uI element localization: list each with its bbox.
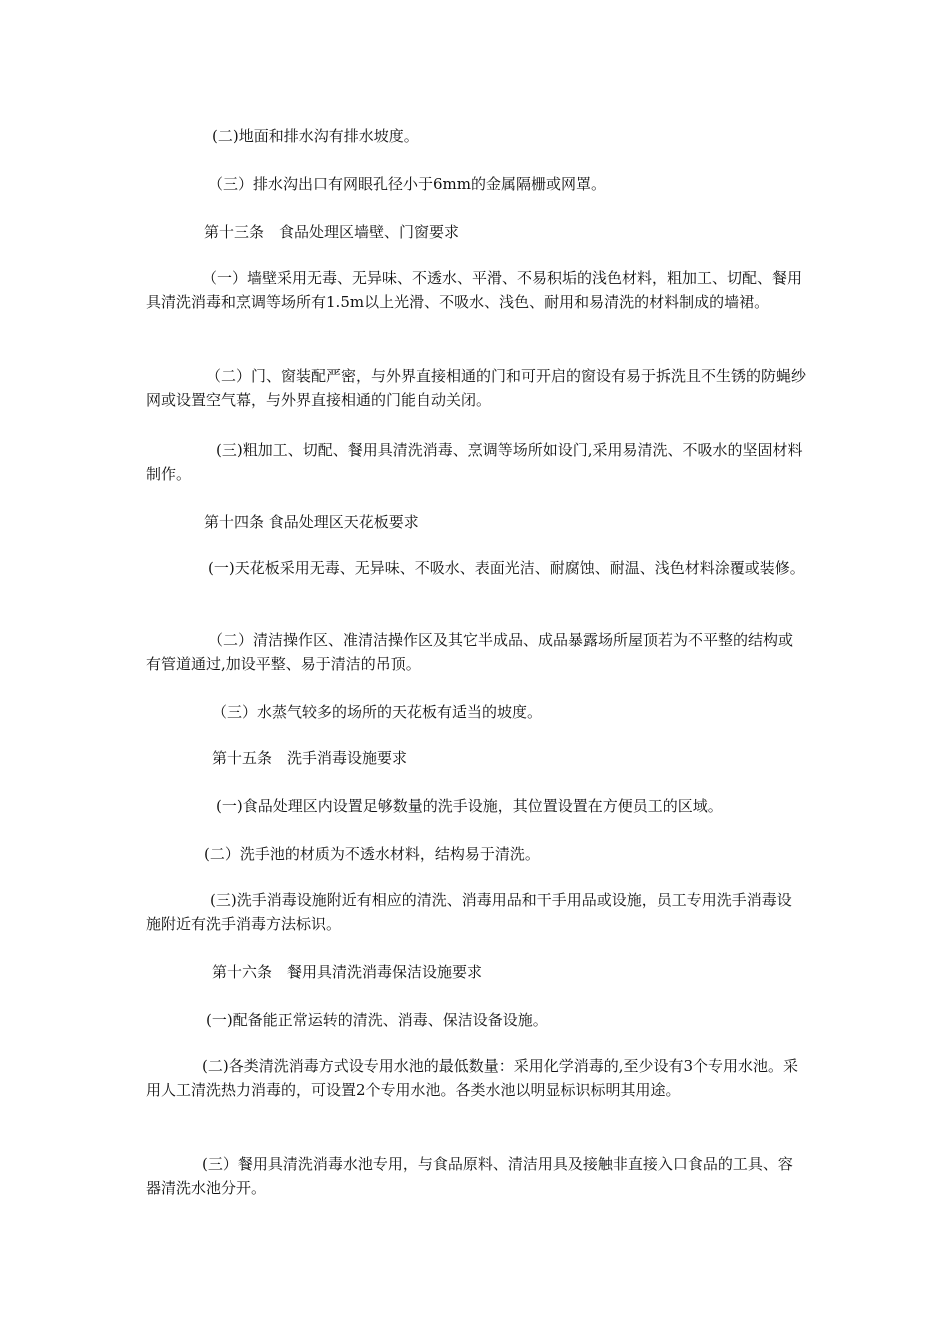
paragraph-wall-materials: （一）墙壁采用无毒、无异味、不透水、平滑、不易积垢的浅色材料，粗加工、切配、餐用具清洗消毒和烹调等场所有1.5m以上光滑、不吸水、浅色、耐用和易清洗的材料制成的墙裙。	[146, 269, 803, 311]
paragraph-sink-material: (二）洗手池的材质为不透水材料，结构易于清洗。	[204, 845, 540, 863]
paragraph-sink-separation: (三）餐用具清洗消毒水池专用，与食品原料、清洁用具及接触非直接入口食品的工具、容器清洗水池分开。	[146, 1155, 793, 1197]
paragraph-sink-quantity: (二)各类清洗消毒方式设专用水池的最低数量：采用化学消毒的,至少设有3个专用水池。采用人工清洗热力消毒的，可设置2个专用水池。各类水池以明显标识标明其用途。	[146, 1057, 799, 1099]
paragraph-doors-windows: （二）门、窗装配严密，与外界直接相通的门和可开启的窗设有易于拆洗且不生锈的防蝇纱网或设置空气幕，与外界直接相通的门能自动关闭。	[146, 367, 807, 409]
paragraph-cleaning-equipment: (一)配备能正常运转的清洗、消毒、保洁设备设施。	[206, 1011, 548, 1029]
paragraph-ceiling-materials: (一)天花板采用无毒、无异味、不吸水、表面光洁、耐腐蚀、耐温、浅色材料涂覆或装修。	[208, 559, 805, 577]
article-15-heading: 第十五条 洗手消毒设施要求	[212, 749, 408, 767]
paragraph-handwashing-facilities: (一)食品处理区内设置足够数量的洗手设施，其位置设置在方便员工的区域。	[216, 797, 723, 815]
article-14-heading: 第十四条 食品处理区天花板要求	[204, 513, 419, 531]
article-16-heading: 第十六条 餐用具清洗消毒保洁设施要求	[212, 963, 483, 981]
paragraph-drain-outlet-grille: （三）排水沟出口有网眼孔径小于6mm的金属隔栅或网罩。	[208, 175, 606, 193]
article-13-heading: 第十三条 食品处理区墙壁、门窗要求	[204, 223, 460, 241]
paragraph-drainage-slope: (二)地面和排水沟有排水坡度。	[212, 127, 419, 145]
paragraph-ceiling-slope: （三）水蒸气较多的场所的天花板有适当的坡度。	[212, 703, 543, 721]
paragraph-door-materials: (三)粗加工、切配、餐用具清洗消毒、烹调等场所如设门,采用易清洗、不吸水的坚固材料制作。	[146, 441, 803, 483]
paragraph-handwashing-supplies: (三)洗手消毒设施附近有相应的清洗、消毒用品和干手用品或设施，员工专用洗手消毒设施附近有洗手消毒方法标识。	[146, 891, 792, 933]
paragraph-suspended-ceiling: （二）清洁操作区、准清洁操作区及其它半成品、成品暴露场所屋顶若为不平整的结构或有管道通过,加设平整、易于清洁的吊顶。	[146, 631, 794, 673]
